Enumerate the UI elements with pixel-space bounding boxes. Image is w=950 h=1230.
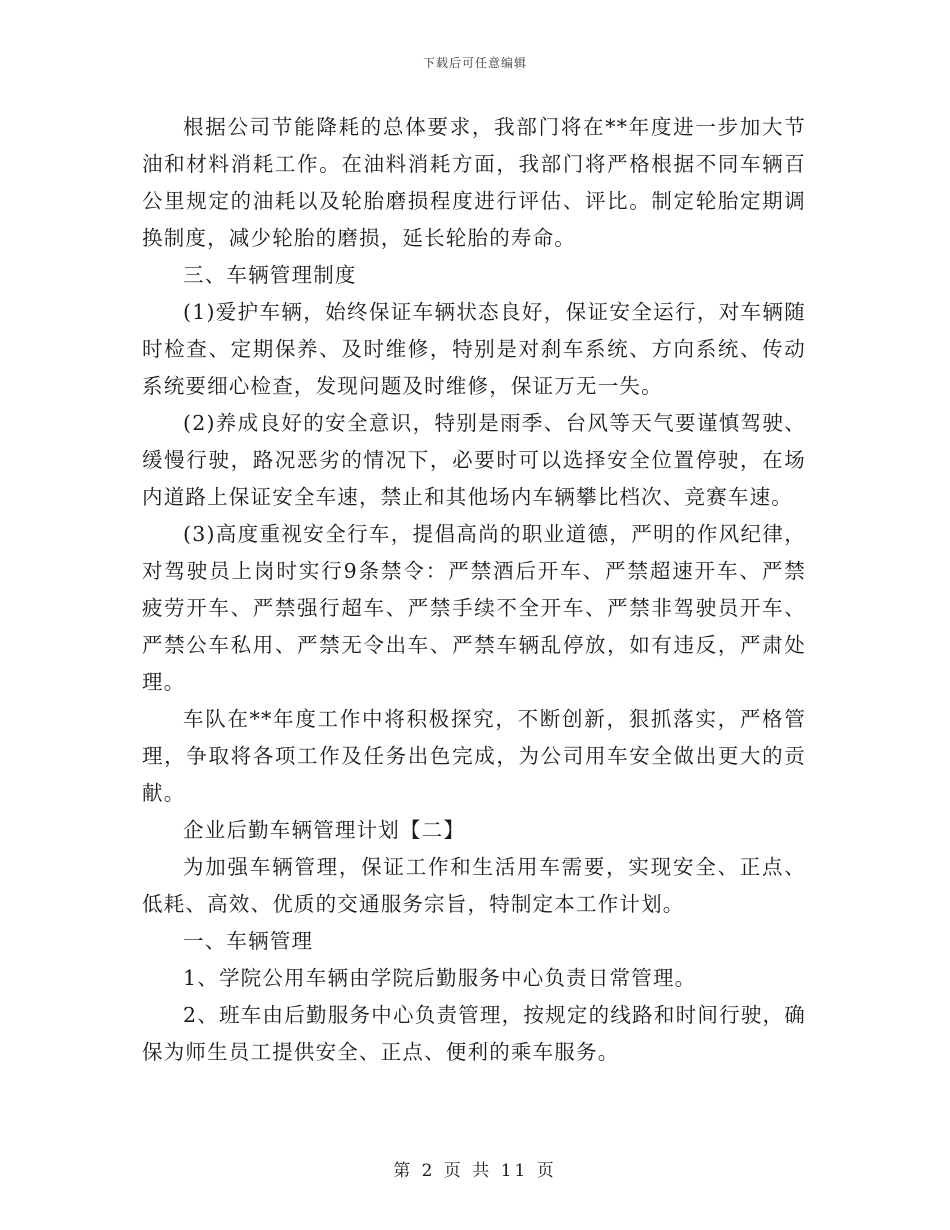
section-heading-vehicle-management: 一、车辆管理 [183, 929, 314, 953]
paragraph-item-1: 1、学院公用车辆由学院后勤服务中心负责日常管理。 [183, 966, 697, 990]
section-title-plan-two: 企业后勤车辆管理计划【二】 [183, 818, 466, 842]
paragraph-rule-2: (2)养成良好的安全意识，特别是雨季、台风等天气要谨慎驾驶、缓慢行驶，路况恶劣的情况下，必要时可以选择安全位置停驶，在场内道路上保证安全车速，禁止和其他场内车辆攀比档次、竞赛车速。 [142, 411, 806, 509]
paragraph-rule-1: (1)爱护车辆，始终保证车辆状态良好，保证安全运行，对车辆随时检查、定期保养、及时维修，特别是对刹车系统、方向系统、传动系统要细心检查，发现问题及时维修，保证万无一失。 [142, 300, 806, 398]
document-body [142, 109, 806, 1071]
paragraph-team-summary: 车队在**年度工作中将积极探究，不断创新，狠抓落实，严格管理，争取将各项工作及任务出色完成，为公司用车安全做出更大的贡献。 [142, 707, 806, 805]
page-header-note: 下载后可任意编辑 [422, 56, 527, 70]
paragraph-item-2: 2、班车由后勤服务中心负责管理，按规定的线路和时间行驶，确保为师生员工提供安全、正点、便利的乘车服务。 [142, 1003, 806, 1064]
paragraph-rule-3: (3)高度重视安全行车，提倡高尚的职业道德，严明的作风纪律，对驾驶员上岗时实行9条禁令：严禁酒后开车、严禁超速开车、严禁疲劳开车、严禁强行超车、严禁手续不全开车、严禁非驾驶员开车、严禁公车私用、严禁无令出车、严禁车辆乱停放，如有违反，严肃处理。 [142, 522, 806, 694]
section-heading-vehicle-rules: 三、车辆管理制度 [183, 263, 357, 287]
page-number: 第 2 页 共 11 页 [393, 1161, 557, 1181]
paragraph-energy-saving: 根据公司节能降耗的总体要求，我部门将在**年度进一步加大节油和材料消耗工作。在油料消耗方面，我部门将严格根据不同车辆百公里规定的油耗以及轮胎磨损程度进行评估、评比。制定轮胎定期调换制度，减少轮胎的磨损，延长轮胎的寿命。 [142, 115, 806, 250]
paragraph-plan-intro: 为加强车辆管理，保证工作和生活用车需要，实现安全、正点、低耗、高效、优质的交通服务宗旨，特制定本工作计划。 [142, 855, 806, 916]
